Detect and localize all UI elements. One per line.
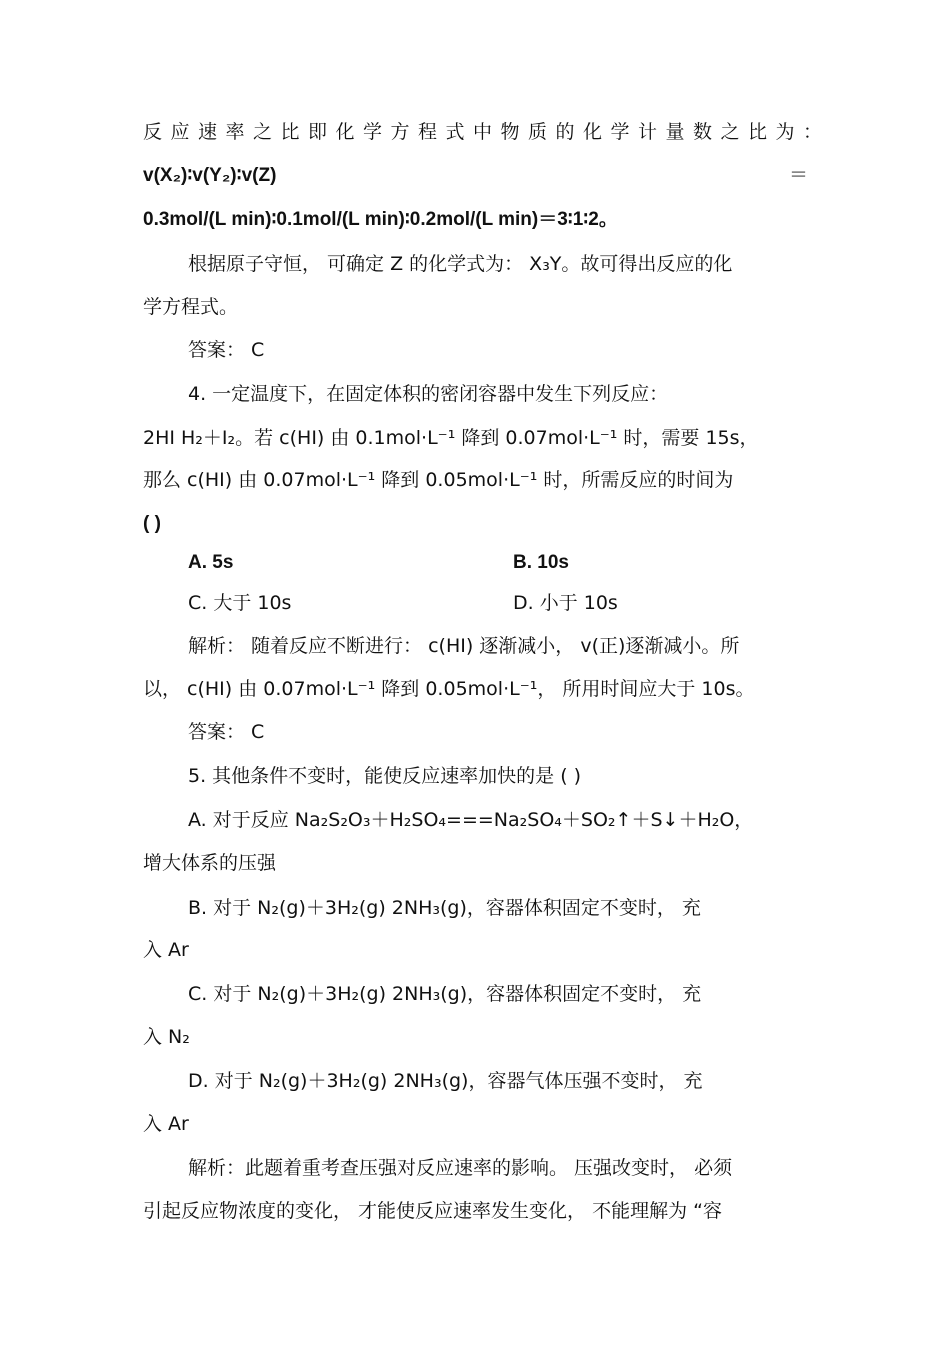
question-4-stem: 4. 一定温度下，在固定体积的密闭容器中发生下列反应： [188, 383, 669, 405]
text-line [143, 164, 808, 188]
text-line: 反应速率之比即化学方程式中物质的化学计量数之比为： [143, 121, 831, 143]
text-line: 入 Ar [143, 939, 189, 961]
option-b: B. 10s [513, 552, 569, 573]
text-line: 2HI H₂＋I₂。若 c(HI) 由 0.1mol·L⁻¹ 降到 0.07mol·L⁻¹ 时，需要 15s， [143, 427, 759, 449]
text-line: 0.3mol/(L min)∶0.1mol/(L min)∶0.2mol/(L min)＝3∶1∶2。 [143, 209, 618, 230]
text-line: 以， c(HI) 由 0.07mol·L⁻¹ 降到 0.05mol·L⁻¹， 所用时间应大于 10s。 [143, 678, 755, 700]
options-row [188, 591, 808, 615]
text-line: 增大体系的压强 [143, 852, 277, 874]
text-line: 根据原子守恒， 可确定 Z 的化学式为： X₃Y。故可得出反应的化 [188, 253, 733, 275]
analysis-line: 解析：此题着重考查压强对反应速率的影响。 压强改变时， 必须 [188, 1157, 733, 1179]
option-a: A. 对于反应 Na₂S₂O₃＋H₂SO₄===Na₂SO₄＋SO₂↑＋S↓＋H₂O， [188, 809, 754, 831]
rate-ratio-expression: v(X₂)∶v(Y₂)∶v(Z) [143, 165, 277, 186]
text-line: 引起反应物浓度的变化， 才能使反应速率发生变化， 不能理解为 “容 [143, 1200, 722, 1222]
text-line: 那么 c(HI) 由 0.07mol·L⁻¹ 降到 0.05mol·L⁻¹ 时，所需反应的时间为 [143, 469, 734, 491]
answer-line: 答案： C [188, 339, 265, 361]
text-line: 入 N₂ [143, 1026, 190, 1048]
question-5-stem: 5. 其他条件不变时，能使反应速率加快的是 ( ) [188, 765, 582, 787]
options-row [188, 551, 808, 575]
analysis-line: 解析： 随着反应不断进行： c(HI) 逐渐减小， v(正)逐渐减小。所 [188, 635, 740, 657]
answer-line: 答案： C [188, 721, 265, 743]
equals-sign: ＝ [788, 165, 808, 186]
text-line: 学方程式。 [143, 296, 239, 318]
option-d: D. 对于 N₂(g)＋3H₂(g) 2NH₃(g)，容器气体压强不变时， 充 [188, 1070, 703, 1092]
text-line: 入 Ar [143, 1113, 189, 1135]
option-d: D. 小于 10s [513, 592, 618, 614]
option-a: A. 5s [188, 552, 234, 573]
option-b: B. 对于 N₂(g)＋3H₂(g) 2NH₃(g)，容器体积固定不变时， 充 [188, 897, 701, 919]
option-c: C. 对于 N₂(g)＋3H₂(g) 2NH₃(g)，容器体积固定不变时， 充 [188, 983, 702, 1005]
option-c: C. 大于 10s [188, 592, 292, 614]
answer-blank: ( ) [143, 513, 161, 534]
